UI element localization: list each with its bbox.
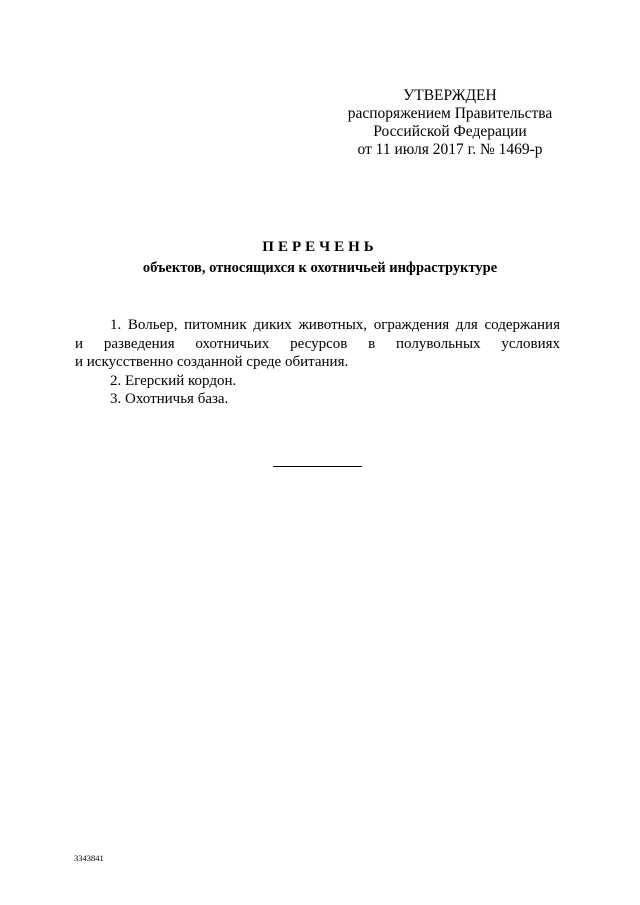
list-item-3: 3. Охотничья база.: [110, 391, 229, 407]
document-title: ПЕРЕЧЕНЬ: [262, 239, 378, 255]
approval-heading: УТВЕРЖДЕН: [403, 87, 497, 104]
approval-authority: распоряжением Правительства: [347, 105, 553, 122]
approval-stamp: [340, 87, 560, 159]
list-item-1-line-1: 1. Вольер, питомник диких животных, ограждения для содержания: [110, 317, 560, 333]
list-item-1: [75, 316, 560, 372]
end-separator-line: [273, 466, 362, 467]
list-item-1-line-2: и разведения охотничьих ресурсов в полувольных условиях: [75, 335, 560, 352]
list-item-1-line-3: и искусственно созданной среде обитания.: [75, 354, 349, 370]
approval-date-number: от 11 июля 2017 г. № 1469-р: [357, 141, 543, 158]
document-code: 3343841: [74, 853, 104, 863]
list-item-2: 2. Егерский кордон.: [110, 372, 237, 389]
approval-country: Российской Федерации: [373, 123, 527, 140]
document-body: [75, 316, 560, 409]
document-subtitle: объектов, относящихся к охотничьей инфраструктуре: [142, 260, 498, 276]
document-title-block: [60, 238, 580, 277]
